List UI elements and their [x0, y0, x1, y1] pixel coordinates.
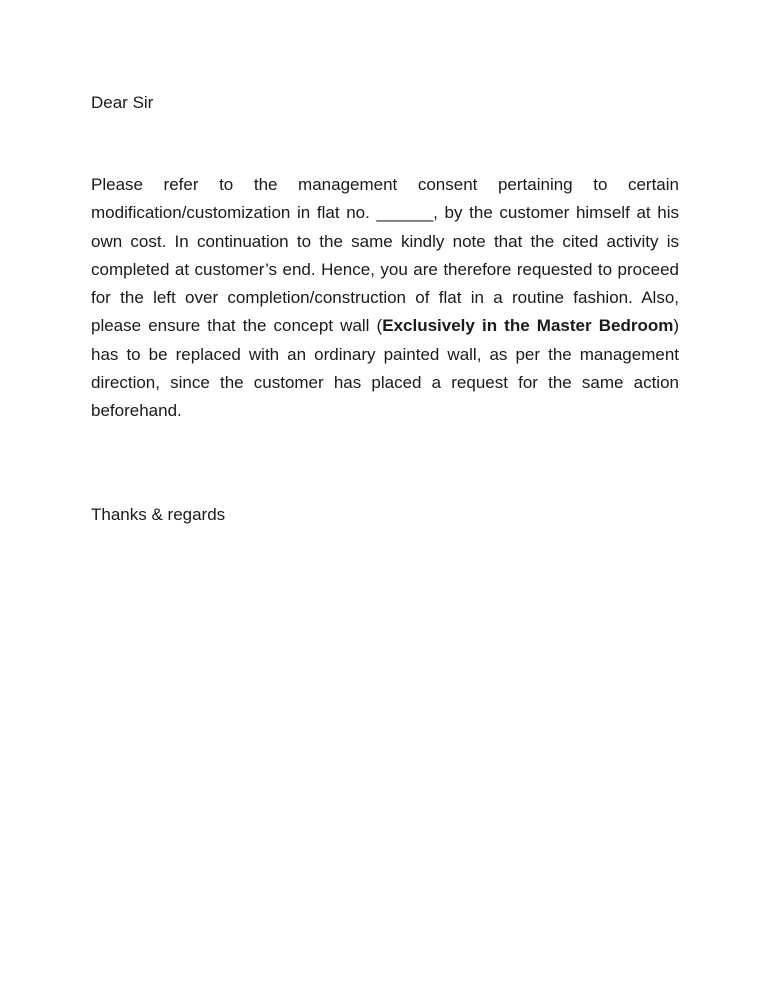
salutation: Dear Sir	[91, 93, 154, 112]
body-text-part-2: ) has to be replaced with an ordinary painted wall, as per the management direction, since the customer has placed a request for the same action beforehand.	[91, 316, 680, 421]
body-emphasis: Exclusively in the Master Bedroom	[382, 316, 674, 336]
body-text-part-1: Please refer to the management consent pertaining to certain modification/customization in flat no. ______, by the customer himself at his own cost. In continuation to the same kindly note that the cited activity is completed at customer’s end. Hence, you are therefore requested to proceed for the left over completion/construction of flat in a routine fashion. Also, please ensure that the concept wall (	[91, 175, 679, 336]
closing: Thanks & regards	[91, 505, 226, 524]
letter-body	[91, 171, 679, 426]
